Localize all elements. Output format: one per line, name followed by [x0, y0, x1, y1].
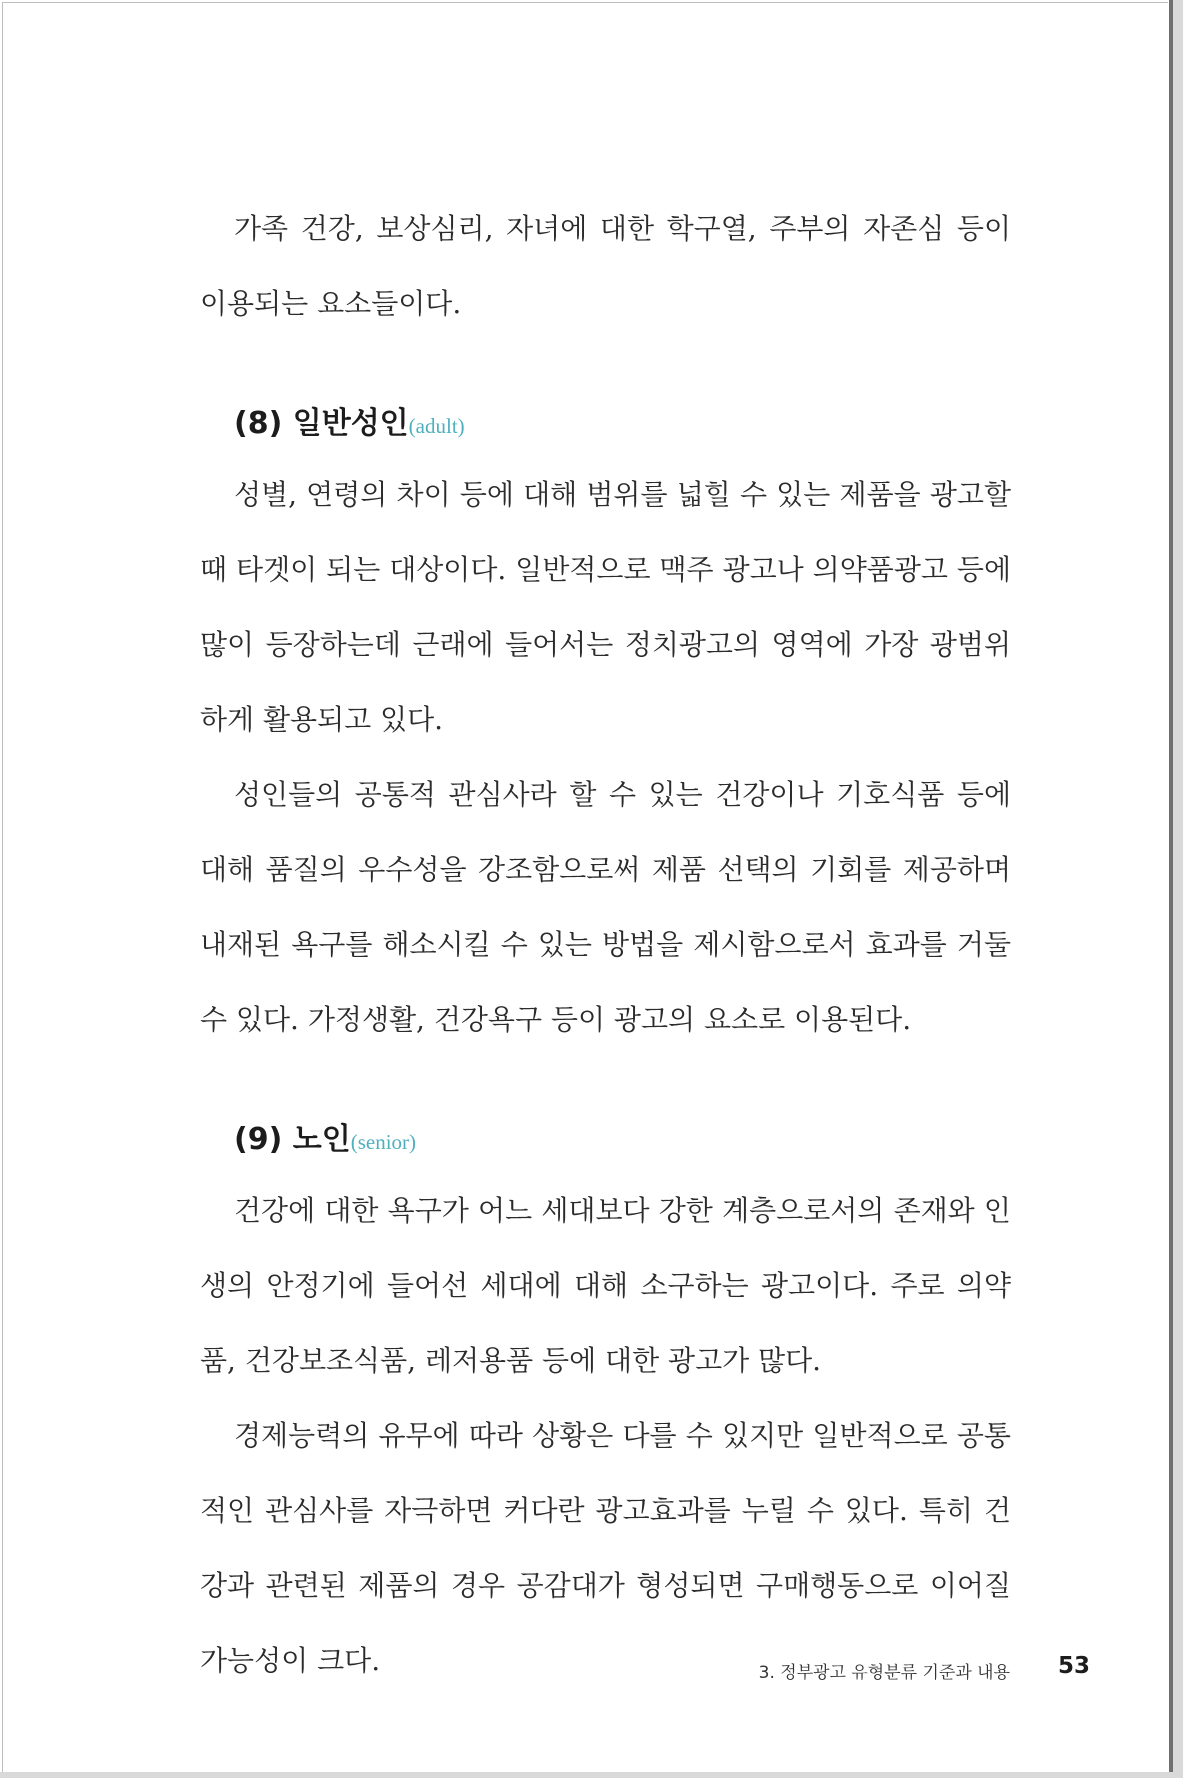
body-paragraph: 가족 건강, 보상심리, 자녀에 대한 학구열, 주부의 자존심 등이 이용되는 요소들이다. [200, 212, 1011, 320]
book-page [2, 2, 1168, 1772]
page-number: 53 [1057, 1653, 1090, 1679]
page-edge-stack [1173, 0, 1183, 1778]
body-paragraph: 성별, 연령의 차이 등에 대해 범위를 넓힐 수 있는 제품을 광고할 때 타겟이 되는 대상이다. 일반적으로 맥주 광고나 의약품광고 등에 많이 등장하는데 근래에 들어서는 정치광고의 영역에 가장 광범위하게 활용되고 있다. [200, 478, 1011, 736]
section-heading-label: (8) 일반성인 [234, 406, 409, 441]
section-heading-label: (9) 노인 [234, 1122, 351, 1157]
running-footer-title: 3. 정부광고 유형분류 기준과 내용 [758, 1663, 1010, 1683]
body-paragraph: 성인들의 공통적 관심사라 할 수 있는 건강이나 기호식품 등에 대해 품질의 우수성을 강조함으로써 제품 선택의 기회를 제공하며 내재된 욕구를 해소시킬 수 있는 방법을 제시함으로서 효과를 거둘 수 있다. 가정생활, 건강욕구 등이 광고의 요소로 이용된다. [200, 778, 1011, 1036]
page-edge-bottom [0, 1772, 1183, 1778]
page-footer [3, 1653, 1090, 1687]
body-paragraph: 건강에 대한 욕구가 어느 세대보다 강한 계층으로서의 존재와 인생의 안정기에 들어선 세대에 대해 소구하는 광고이다. 주로 의약품, 건강보조식품, 레저용품 등에 대한 광고가 많다. [200, 1194, 1011, 1377]
section-heading-adult [200, 399, 1011, 449]
section-heading-english: (senior) [350, 1130, 417, 1154]
body-paragraph: 경제능력의 유무에 따라 상황은 다를 수 있지만 일반적으로 공통적인 관심사를 자극하면 커다란 광고효과를 누릴 수 있다. 특히 건강과 관련된 제품의 경우 공감대가 형성되면 구매행동으로 이어질 가능성이 크다. [200, 1419, 1011, 1677]
section-heading-english: (adult) [408, 414, 465, 438]
page-content [200, 191, 1011, 1698]
section-heading-senior [200, 1115, 1011, 1165]
